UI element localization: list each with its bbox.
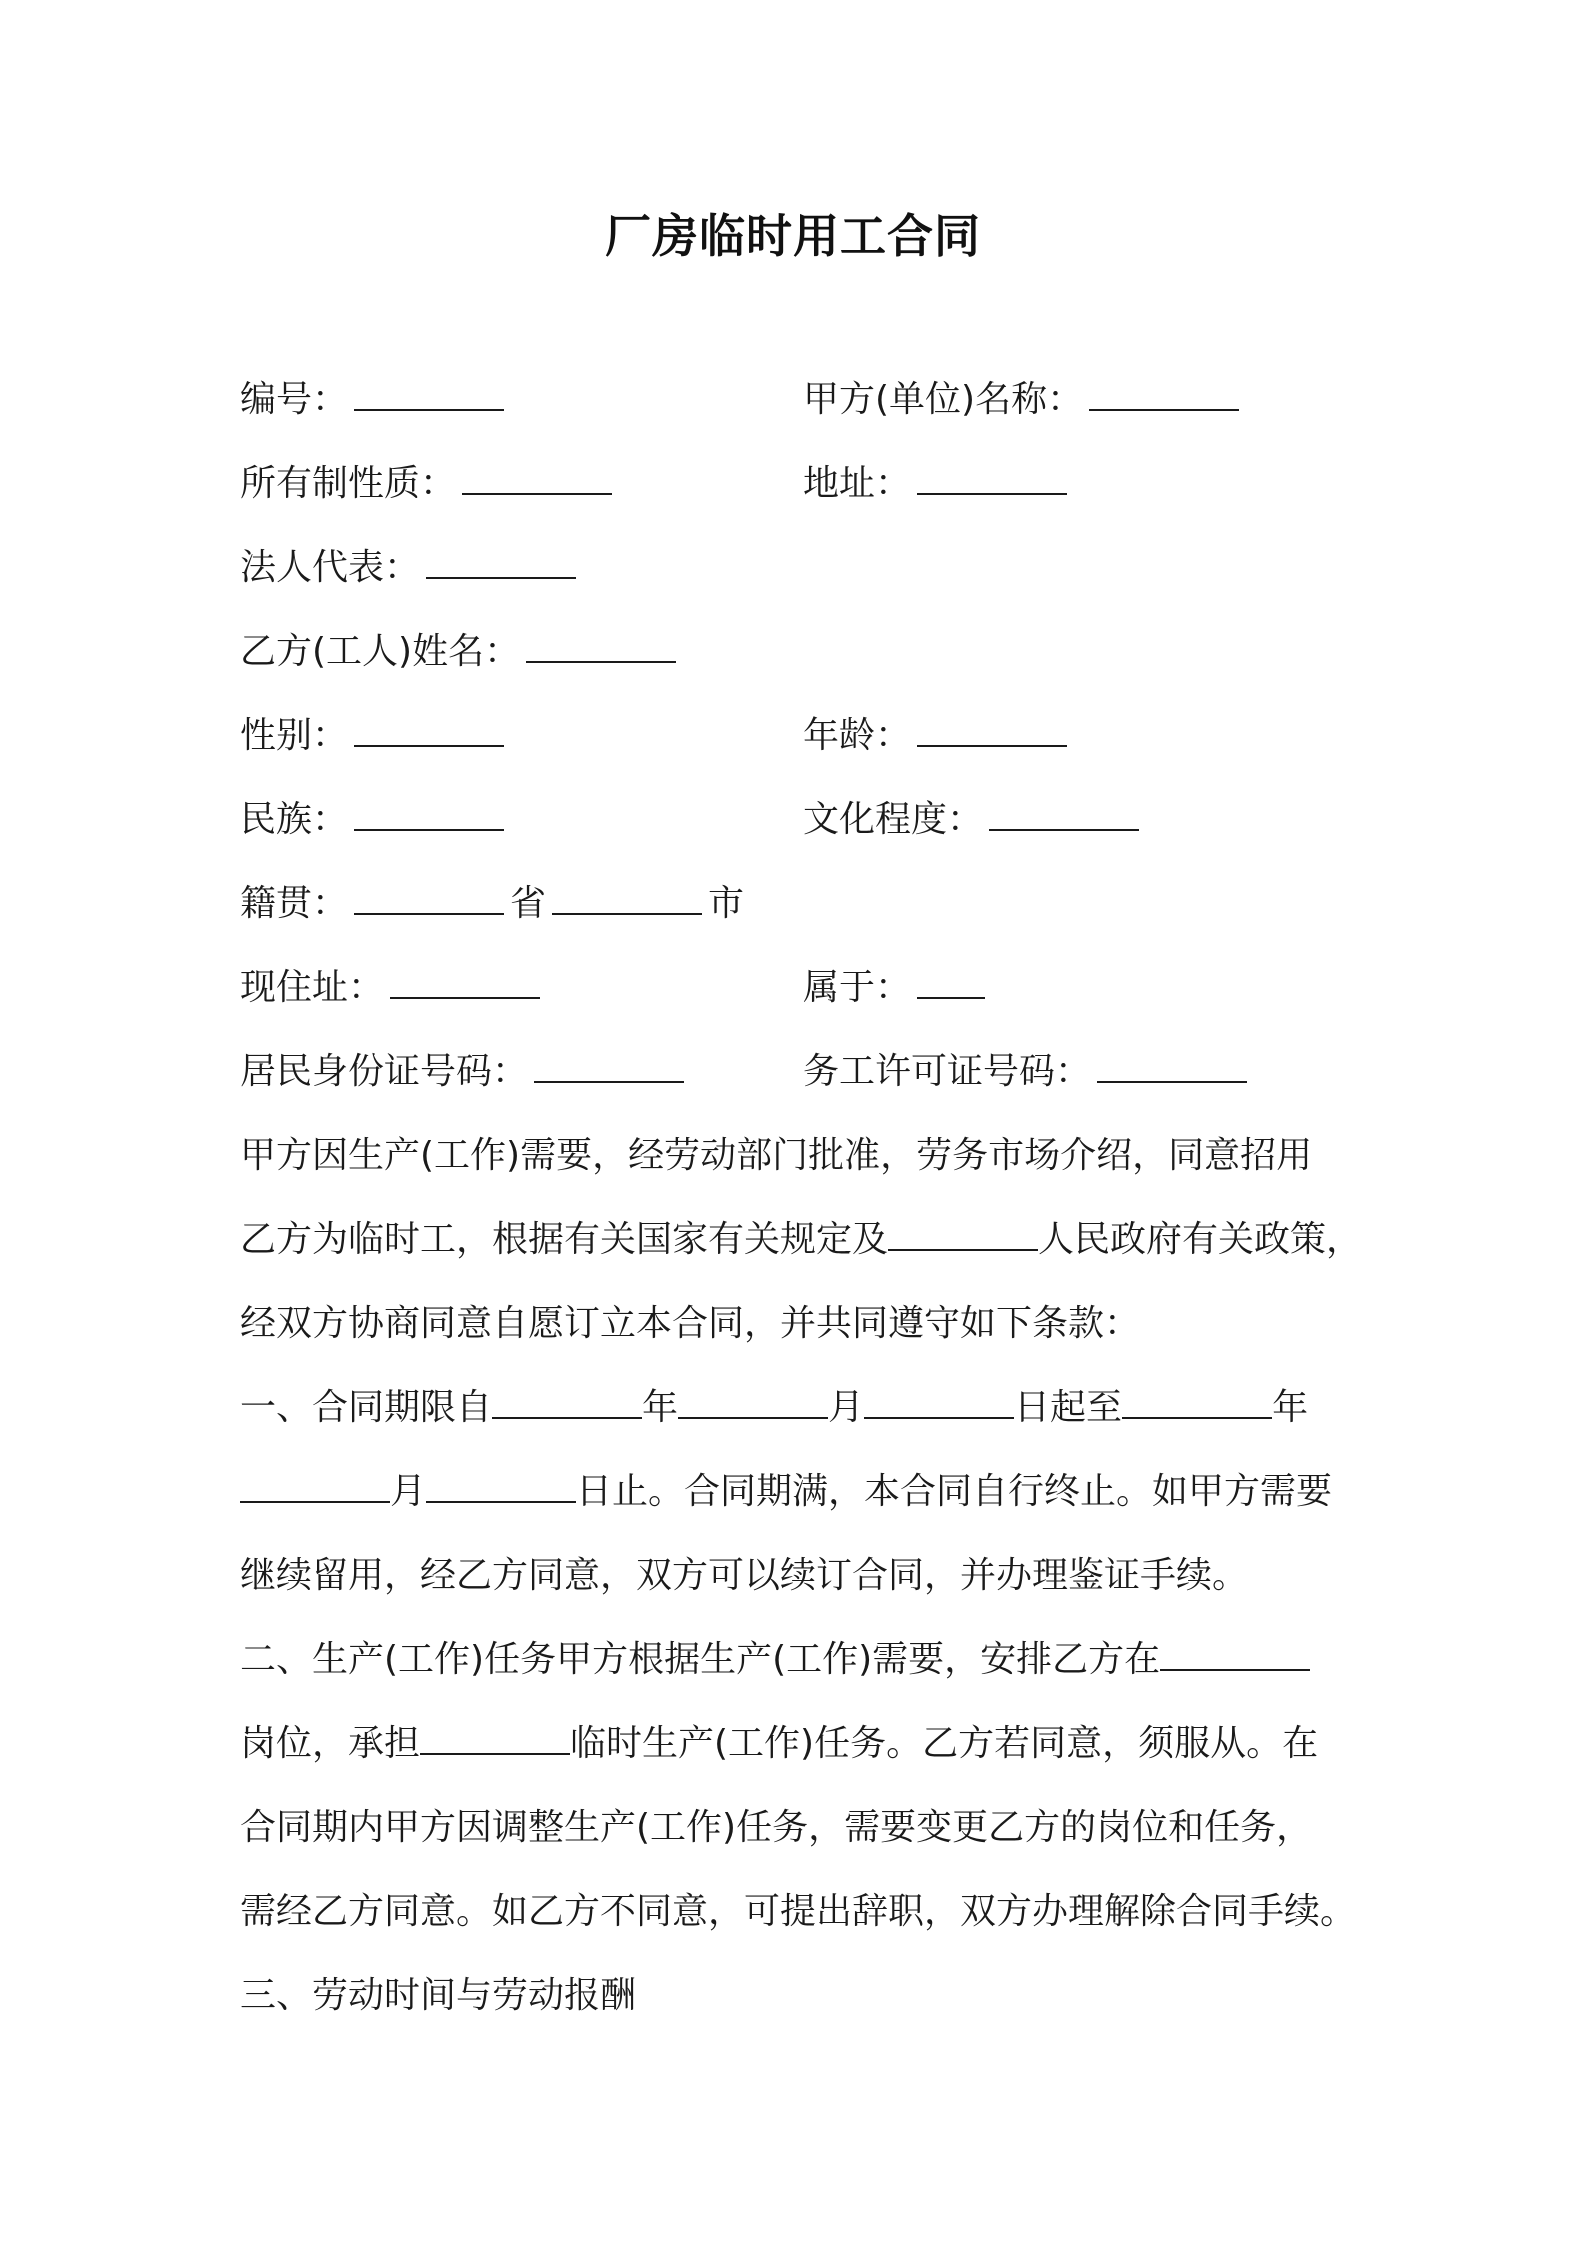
number-label: 编号： <box>240 379 349 420</box>
end-month-label: 月 <box>390 1471 427 1512</box>
ownership-blank <box>462 492 612 495</box>
party-b-name-label: 乙方(工人)姓名： <box>240 631 521 672</box>
clause-2-line-2b: 临时生产(工作)任务。乙方若同意，须服从。在 <box>570 1723 1319 1764</box>
address-blank <box>917 492 1067 495</box>
start-day-blank <box>864 1416 1014 1419</box>
address-label: 地址： <box>803 463 912 504</box>
position-blank <box>1160 1668 1310 1671</box>
clause-2-start: 二、生产(工作)任务甲方根据生产(工作)需要，安排乙方在 <box>240 1639 1161 1680</box>
id-number-field <box>240 1042 690 1102</box>
address-field <box>803 454 1073 514</box>
ethnicity-label: 民族： <box>240 799 349 840</box>
gender-blank <box>354 744 504 747</box>
education-blank <box>989 828 1139 831</box>
native-place-label: 籍贯： <box>240 883 349 924</box>
id-number-blank <box>534 1080 684 1083</box>
end-year-blank <box>1122 1416 1272 1419</box>
clause-2-line-2a: 岗位，承担 <box>240 1723 421 1764</box>
clause-2-line-2 <box>240 1714 1380 1774</box>
province-label: 省 <box>510 883 547 924</box>
belongs-to-label: 属于： <box>803 967 912 1008</box>
legal-rep-field <box>240 538 582 598</box>
field-row <box>0 1042 1586 1102</box>
intro-line-3: 经双方协商同意自愿订立本合同，并共同遵守如下条款： <box>240 1303 1141 1344</box>
clause-1-start: 一、合同期限自 <box>240 1387 493 1428</box>
ownership-label: 所有制性质： <box>240 463 457 504</box>
number-blank <box>354 408 504 411</box>
ethnicity-blank <box>354 828 504 831</box>
field-row <box>0 958 1586 1018</box>
clause-1-line-3: 继续留用，经乙方同意，双方可以续订合同，并办理鉴证手续。 <box>240 1555 1249 1596</box>
government-blank <box>888 1248 1038 1251</box>
start-year-label: 年 <box>642 1387 679 1428</box>
field-row <box>0 790 1586 850</box>
current-address-blank <box>390 996 540 999</box>
intro-line-2b: 人民政府有关政策， <box>1038 1219 1363 1260</box>
clause-2-line-1 <box>240 1630 1380 1690</box>
party-a-name-field <box>803 370 1245 430</box>
start-month-label: 月 <box>828 1387 865 1428</box>
gender-field <box>240 706 510 766</box>
clause-3-heading: 三、劳动时间与劳动报酬 <box>240 1975 637 2016</box>
clause-1-line-2 <box>240 1462 1380 1522</box>
current-address-label: 现住址： <box>240 967 385 1008</box>
work-permit-blank <box>1097 1080 1247 1083</box>
belongs-to-field <box>803 958 991 1018</box>
party-b-name-field <box>240 622 682 682</box>
intro-line-2 <box>240 1210 1380 1270</box>
start-month-blank <box>678 1416 828 1419</box>
work-permit-field <box>803 1042 1253 1102</box>
ethnicity-field <box>240 790 510 850</box>
clause-2-line-3: 合同期内甲方因调整生产(工作)任务，需要变更乙方的岗位和任务， <box>240 1807 1313 1848</box>
clause-1-line-1 <box>240 1378 1380 1438</box>
gender-label: 性别： <box>240 715 349 756</box>
field-row <box>0 370 1586 430</box>
age-blank <box>917 744 1067 747</box>
age-label: 年龄： <box>803 715 912 756</box>
education-label: 文化程度： <box>803 799 984 840</box>
end-month-blank <box>240 1500 390 1503</box>
city-blank <box>552 912 702 915</box>
start-day-label: 日起至 <box>1014 1387 1123 1428</box>
field-row <box>0 454 1586 514</box>
id-number-label: 居民身份证号码： <box>240 1051 529 1092</box>
belongs-to-blank <box>917 996 985 999</box>
task-blank <box>420 1752 570 1755</box>
ownership-field <box>240 454 618 514</box>
city-label: 市 <box>708 883 745 924</box>
legal-rep-label: 法人代表： <box>240 547 421 588</box>
native-place-field <box>240 874 744 934</box>
education-field <box>803 790 1145 850</box>
end-day-blank <box>426 1500 576 1503</box>
field-row <box>0 706 1586 766</box>
current-address-field <box>240 958 546 1018</box>
work-permit-label: 务工许可证号码： <box>803 1051 1092 1092</box>
start-year-blank <box>492 1416 642 1419</box>
intro-line-1: 甲方因生产(工作)需要，经劳动部门批准，劳务市场介绍，同意招用 <box>240 1135 1313 1176</box>
field-row <box>0 538 1586 598</box>
province-blank <box>354 912 504 915</box>
party-b-name-blank <box>526 660 676 663</box>
legal-rep-blank <box>426 576 576 579</box>
party-a-name-blank <box>1089 408 1239 411</box>
intro-line-2a: 乙方为临时工，根据有关国家有关规定及 <box>240 1219 889 1260</box>
field-row <box>0 874 1586 934</box>
end-day-label: 日止。合同期满，本合同自行终止。如甲方需要 <box>576 1471 1333 1512</box>
end-year-label: 年 <box>1272 1387 1309 1428</box>
field-row <box>0 622 1586 682</box>
page-title: 厂房临时用工合同 <box>605 209 981 263</box>
age-field <box>803 706 1073 766</box>
number-field <box>240 370 510 430</box>
clause-2-line-4: 需经乙方同意。如乙方不同意，可提出辞职，双方办理解除合同手续。 <box>240 1891 1357 1932</box>
party-a-name-label: 甲方(单位)名称： <box>803 379 1084 420</box>
